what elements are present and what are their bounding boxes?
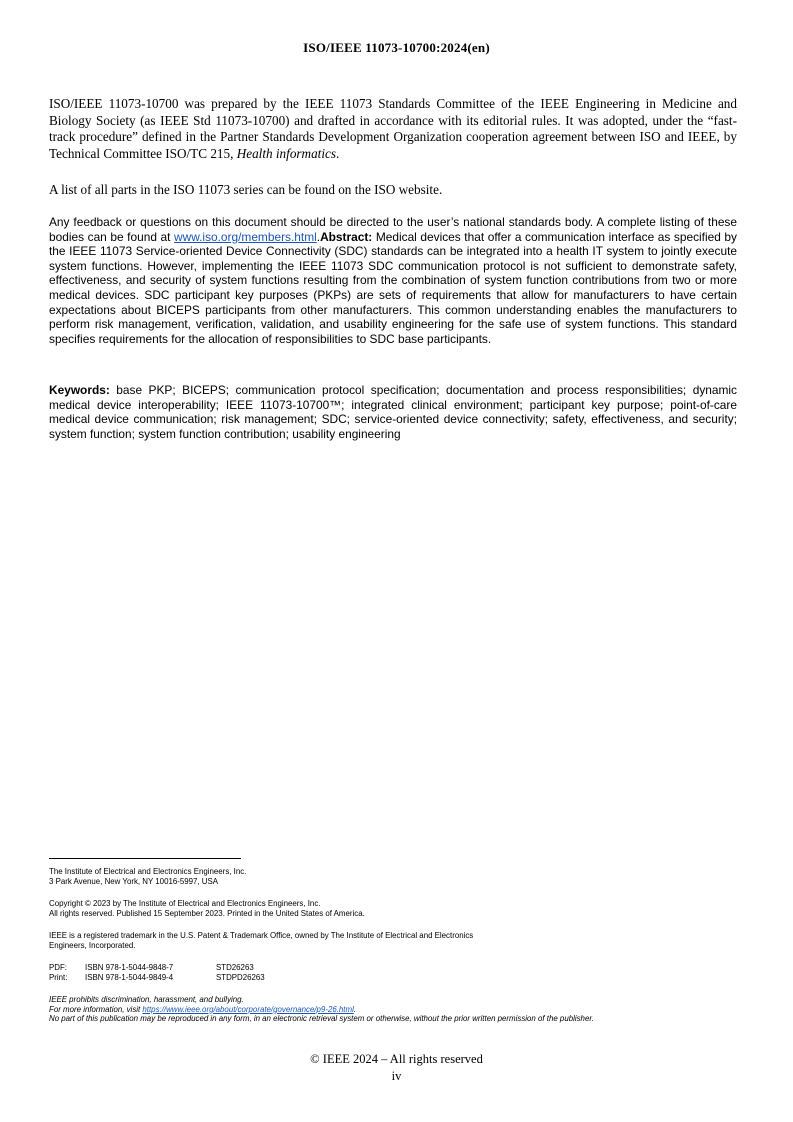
footnote-divider [49, 858, 241, 859]
isbn-list [49, 963, 749, 982]
page-number: iv [391, 1069, 402, 1083]
trademark-line: Engineers, Incorporated. [49, 940, 136, 950]
copyright-notice [49, 899, 749, 918]
footer-copyright: © IEEE 2024 – All rights reserved [310, 1052, 483, 1066]
isbn-code: STD26263 [216, 963, 254, 972]
isbn-code: STDPD26263 [216, 972, 265, 982]
isbn-row-print [49, 973, 749, 983]
foreword-text: ISO/IEEE 11073-10700 was prepared by the IEEE 11073 Standards Committee of the IEEE Engineering in Medicine and Biology Society (as IEEE Std 11073-10700) and drafted in accordance with its editorial rules. It was adopted, under the “fast-track procedure” defined in the Partner Standards Development Organization cooperation agreement between ISO and IEEE, by Technical Committee ISO/TC 215, [49, 96, 737, 161]
abstract-text: Medical devices that offer a communication interface as specified by the IEEE 11073 Service-oriented Device Connectivity (SDC) standards can be integrated into a health IT system to jointly execute system functions. However, implementing the IEEE 11073 SDC communication protocol is not sufficient to demonstrate safety, effectiveness, and security of system functions resulting from the combination of system function contributions from two or more medical devices. SDC participant key purposes (PKPs) are sets of requirements that allow for manufacturers to have certain expectations about BICEPS participants from other manufacturers. This common understanding enables the manufacturers to perform risk management, verification, validation, and usability engineering for the safe use of system functions. This standard specifies requirements for the allocation of responsibilities to SDC base participants. [49, 229, 737, 346]
publisher-address [49, 867, 749, 886]
copyright-line: Copyright © 2023 by The Institute of Electrical and Electronics Engineers, Inc. [49, 899, 321, 908]
page-header: ISO/IEEE 11073-10700:2024(en) [303, 40, 490, 55]
trademark-line: IEEE is a registered trademark in the U.S. Patent & Trademark Office, owned by The Institute of Electrical and Electronics [49, 931, 474, 940]
copyright-line: All rights reserved. Published 15 September 2023. Printed in the United States of America. [49, 908, 365, 918]
keywords-label: Keywords: [49, 383, 110, 397]
notice-line [49, 1005, 749, 1015]
isbn-format: Print: [49, 972, 68, 982]
feedback-abstract-paragraph [49, 215, 737, 346]
notice-line: No part of this publication may be reproduced in any form, in an electronic retrieval system or otherwise, without the prior written permission of the publisher. [49, 1014, 594, 1024]
isbn-number: ISBN 978-1-5044-9849-4 [85, 972, 174, 982]
address-line: 3 Park Avenue, New York, NY 10016-5997, USA [49, 876, 219, 886]
iso-members-link[interactable]: www.iso.org/members.html [174, 229, 317, 244]
keywords-text: base PKP; BICEPS; communication protocol specification; documentation and process responsibilities; dynamic medical device interoperability; IEEE 11073-10700™; integrated clinical environment; participant key purpose; point-of-care medical device communication; risk management; SDC; service-oriented device connectivity; safety, effectiveness, and security; system function; system function contribution; usability engineering [49, 383, 737, 441]
committee-title: Health informatics [236, 145, 336, 161]
address-line: The Institute of Electrical and Electronics Engineers, Inc. [49, 867, 247, 876]
keywords-paragraph [49, 383, 737, 441]
abstract-label: Abstract: [320, 229, 373, 244]
feedback-text: Any feedback or questions on this document should be directed to the user’s national standards body. A complete listing of these bodies can be found at [49, 215, 737, 244]
notice-text: For more information, visit [49, 1004, 143, 1014]
publication-notice [49, 995, 749, 1024]
trademark-notice [49, 931, 749, 950]
isbn-format: PDF: [49, 963, 67, 972]
ieee-policy-link[interactable]: https://www.ieee.org/about/corporate/governance/p9-26.html [142, 1004, 354, 1014]
isbn-number: ISBN 978-1-5044-9848-7 [85, 963, 174, 972]
feedback-end: . [316, 229, 321, 244]
notice-line: IEEE prohibits discrimination, harassment, and bullying. [49, 995, 244, 1004]
notice-text: . [353, 1004, 357, 1014]
series-paragraph: A list of all parts in the ISO 11073 series can be found on the ISO website. [49, 182, 443, 197]
foreword-paragraph [49, 96, 737, 162]
isbn-row-pdf [49, 963, 749, 973]
foreword-end: . [335, 145, 340, 161]
